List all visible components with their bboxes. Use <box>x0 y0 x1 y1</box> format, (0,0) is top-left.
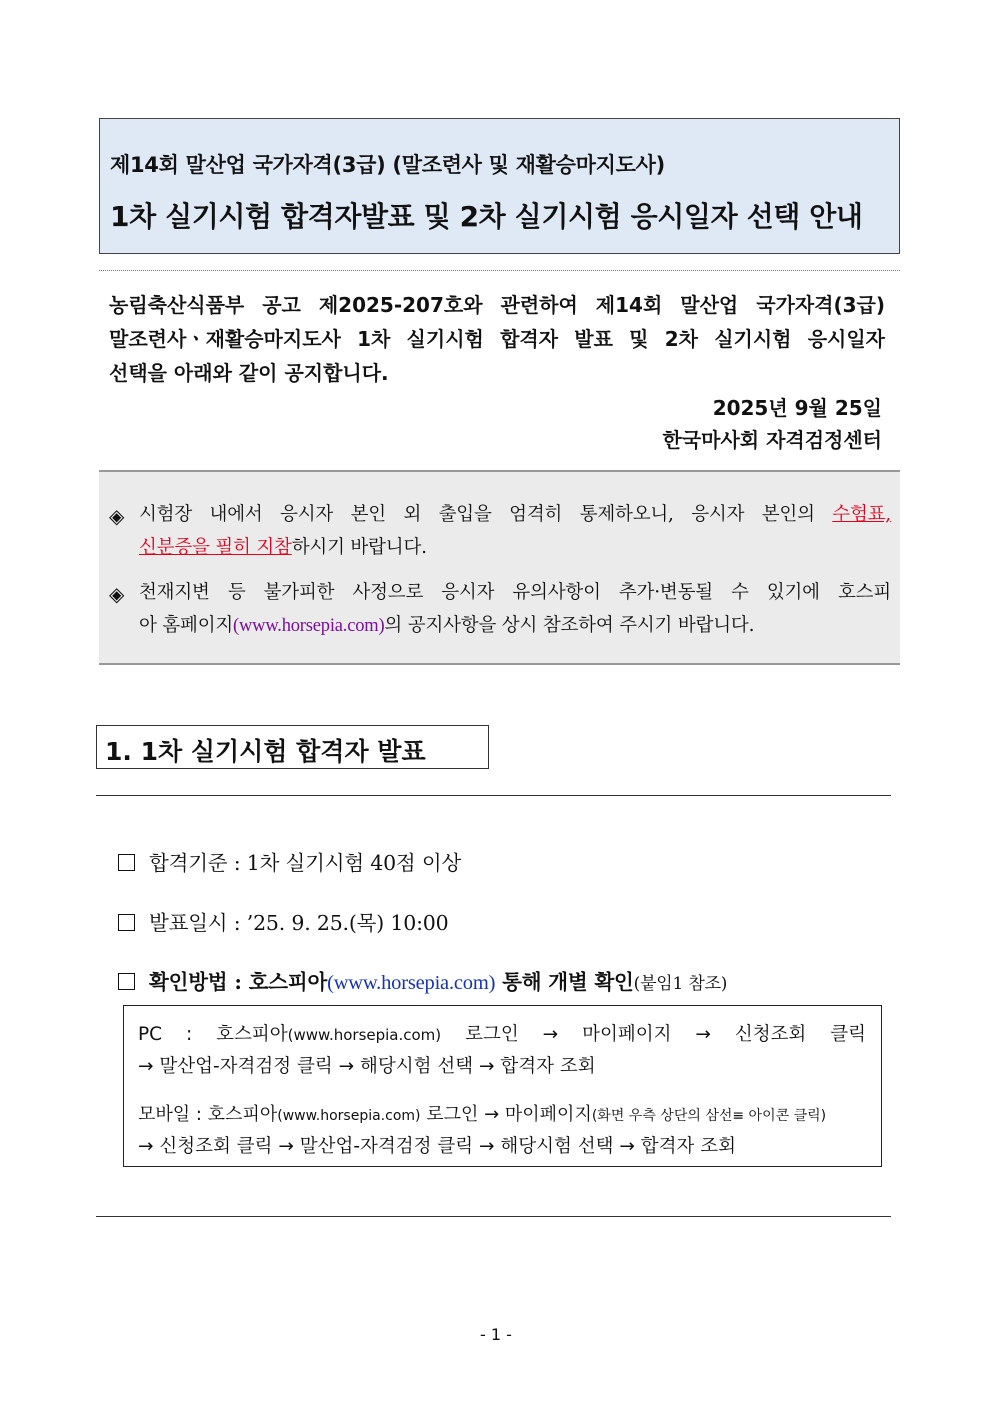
notice-box <box>99 470 900 665</box>
document-subtitle: 제14회 말산업 국가자격(3급) (말조련사 및 재활승마지도사) <box>110 153 665 177</box>
notice-2-text: 아 홈페이지 <box>139 615 234 636</box>
horsepia-link[interactable]: (www.horsepia.com) <box>233 616 385 636</box>
mobile-line-2: → 신청조회 클릭 → 말산업-자격검정 클릭 → 해당시험 선택 → 합격자 조회 <box>138 1136 737 1157</box>
mobile-horsepia-link[interactable]: (www.horsepia.com) <box>277 1108 421 1124</box>
pc-line-1 <box>138 1020 866 1046</box>
checkbox-square-icon <box>118 854 135 871</box>
intro-line-1: 농림축산식품부 공고 제2025-207호와 관련하여 제14회 말산업 국가자격(3급) <box>109 293 885 317</box>
date-text: 발표일시 : ’25. 9. 25.(목) 10:00 <box>149 911 449 935</box>
intro-line-2: 말조련사ㆍ재활승마지도사 1차 실기시험 합격자 발표 및 2차 실기시험 응시일자 <box>109 327 885 351</box>
bullet-date <box>118 906 448 936</box>
notice-2-line-2 <box>139 609 891 643</box>
checkbox-square-icon <box>118 973 135 990</box>
bullet-method <box>118 965 727 995</box>
mobile-label: 모바일 : 호스피아 <box>138 1104 278 1125</box>
notice-1-emphasis-2: 신분증을 필히 지참 <box>139 537 292 558</box>
notice-item-1 <box>139 498 891 564</box>
mobile-menu-note: (화면 우측 상단의 삼선≡ 아이콘 클릭) <box>591 1108 827 1124</box>
section-rule-bottom <box>96 1216 891 1217</box>
pc-steps: 로그인 → 마이페이지 → 신청조회 클릭 <box>441 1024 866 1045</box>
section-1-title: 1. 1차 실기시험 합격자 발표 <box>105 737 426 766</box>
mobile-steps: 로그인 → 마이페이지 <box>420 1104 592 1125</box>
notice-1-text-end: 하시기 바랍니다. <box>291 537 427 558</box>
attachment-note: (붙임1 참조) <box>633 974 728 994</box>
notice-1-text: 시험장 내에서 응시자 본인 외 출입을 엄격히 통제하오니, 응시자 본인의 <box>139 504 833 525</box>
checkbox-square-icon <box>118 914 135 931</box>
bullet-criteria <box>118 846 461 876</box>
intro-paragraph <box>109 288 885 390</box>
title-box <box>99 118 900 254</box>
criteria-text: 합격기준 : 1차 실기시험 40점 이상 <box>149 851 462 875</box>
method-text: 확인방법 : 호스피아 <box>149 970 328 994</box>
section-1-header <box>96 725 489 769</box>
issuing-organization: 한국마사회 자격검정센터 <box>662 428 882 452</box>
diamond-bullet-icon: ◈ <box>109 582 125 606</box>
mobile-line-1 <box>138 1100 866 1126</box>
notice-item-2 <box>139 576 891 643</box>
method-text-end: 통해 개별 확인 <box>495 970 634 994</box>
document-title: 1차 실기시험 합격자발표 및 2차 실기시험 응시일자 선택 안내 <box>110 200 863 233</box>
diamond-bullet-icon: ◈ <box>109 504 125 528</box>
page-number: - 1 - <box>480 1325 512 1344</box>
section-rule-top <box>96 795 891 796</box>
notice-1-emphasis-1: 수험표, <box>832 504 891 525</box>
horsepia-link[interactable]: (www.horsepia.com) <box>327 972 496 994</box>
notice-2-line-1: 천재지변 등 불가피한 사정으로 응시자 유의사항이 추가·변동될 수 있기에 호스피 <box>139 582 891 603</box>
notice-1-line-2 <box>139 531 891 564</box>
pc-horsepia-link[interactable]: (www.horsepia.com) <box>287 1026 442 1044</box>
pc-line-2: → 말산업-자격검정 클릭 → 해당시험 선택 → 합격자 조회 <box>138 1056 596 1077</box>
pc-label: PC : 호스피아 <box>138 1024 288 1045</box>
notice-1-line-1 <box>139 498 891 531</box>
dotted-divider <box>99 270 900 271</box>
announcement-date: 2025년 9월 25일 <box>712 396 882 420</box>
notice-2-text-end: 의 공지사항을 상시 참조하여 주시기 바랍니다. <box>384 615 755 636</box>
method-box <box>123 1005 882 1167</box>
intro-line-3: 선택을 아래와 같이 공지합니다. <box>109 361 389 385</box>
